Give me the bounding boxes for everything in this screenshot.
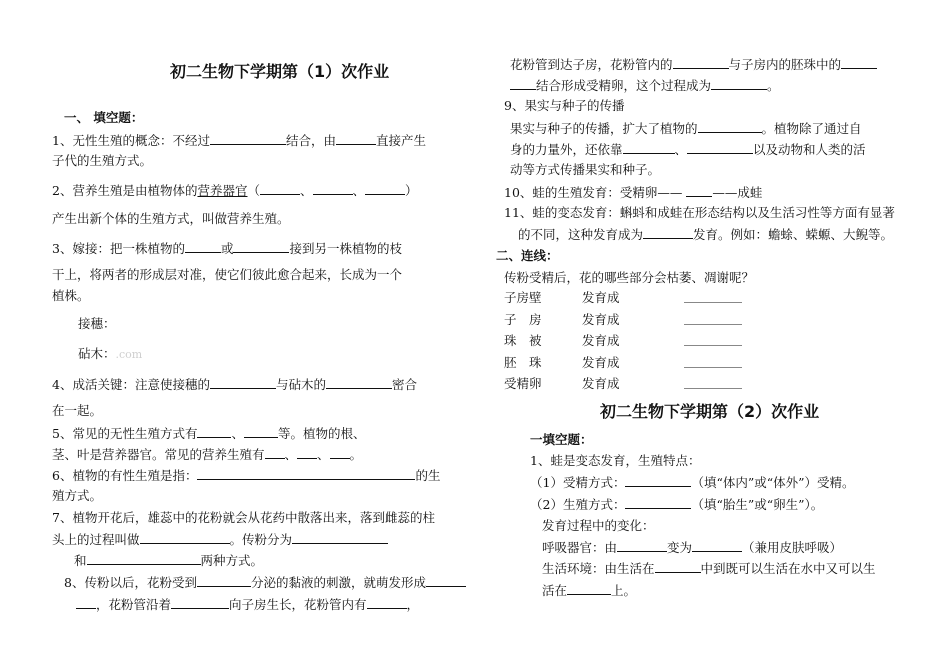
- section-fill-in: 一、 填空题：: [64, 110, 144, 125]
- question-1-line-1: 1、无性生殖的概念：不经过 结合，由 直接产生: [52, 133, 426, 148]
- match-left-item: 子房壁: [504, 290, 542, 305]
- match-left-item: 珠 被: [504, 333, 542, 348]
- question-9-line-1: 果实与种子的传播，扩大了植物的 。植物除了通过自: [510, 121, 862, 136]
- worksheet-2-title: 初二生物下学期第（2）次作业: [600, 402, 820, 421]
- question-4-line-1: 4、成活关键：注意使接穗的 与砧木的 密合: [52, 377, 417, 392]
- question-8-line-1: 8、传粉以后，花粉受到 分泌的黏液的刺激，就萌发形成: [64, 574, 466, 591]
- question-7-line-3: 和 两种方式。: [74, 553, 264, 568]
- match-develops-into: 发育成: [582, 290, 620, 305]
- match-develops-into: 发育成: [582, 376, 620, 391]
- scion-label: 接穗：: [78, 316, 116, 331]
- rootstock-label: 砧木：.com: [78, 346, 143, 361]
- matching-question: 传粉受精后，花的哪些部分会枯萎、凋谢呢？: [504, 270, 755, 285]
- development-changes: 发育过程中的变化：: [542, 518, 655, 533]
- question-3-line-3: 植株。: [52, 288, 90, 303]
- question-5-line-1: 5、常见的无性生殖方式有 、 等。植物的根、: [52, 426, 366, 441]
- match-left-item: 受精卵: [504, 376, 542, 391]
- question-8-continued-line-1: 花粉管到达子房，花粉管内的 与子房内的胚珠中的: [510, 56, 877, 73]
- question-9-heading: 9、果实与种子的传播: [504, 98, 625, 113]
- match-answer-blank[interactable]: [684, 290, 742, 307]
- question-11-line-1: 11、蛙的变态发育：蝌蚪和成蛙在形态结构以及生活习性等方面有显著: [504, 205, 895, 220]
- question-11-line-2: 的不同，这种发育成为 发育。例如：蟾蜍、蝾螈、大鲵等。: [518, 227, 894, 242]
- question-5-line-2: 茎、叶是营养器官。常见的营养生殖有 、 、 。: [52, 447, 363, 462]
- question-7-line-2: 头上的过程叫做 。传粉分为: [52, 531, 388, 548]
- question-7-line-1: 7、植物开花后，雄蕊中的花粉就会从花药中散落出来，落到雌蕊的柱: [52, 510, 435, 525]
- living-environment-line-2: 活在 上。: [542, 583, 637, 598]
- question-3-line-1: 3、嫁接：把一株植物的 或 接到另一株植物的枝: [52, 241, 402, 256]
- match-answer-blank[interactable]: [684, 312, 742, 329]
- respiratory-organ: 呼吸器官：由 变为 （兼用皮肤呼吸）: [542, 540, 843, 555]
- question-9-line-2: 身的力量外，还依靠 、 以及动物和人类的活: [510, 142, 866, 157]
- question-9-line-3: 动等方式传播果实和种子。: [510, 162, 661, 177]
- reproduction-method: （2）生殖方式： （填“胎生”或“卵生”）。: [530, 497, 824, 512]
- match-develops-into: 发育成: [582, 354, 620, 370]
- question-6-line-2: 殖方式。: [52, 488, 103, 503]
- question-2-line-1: 2、营养生殖是由植物体的营养器官（ 、 、 ）: [52, 183, 418, 198]
- match-answer-blank[interactable]: [684, 333, 742, 350]
- living-environment-line-1: 生活环境：由生活在 中到既可以生活在水中又可以生: [542, 561, 876, 576]
- match-develops-into: 发育成: [582, 333, 620, 348]
- frog-question-1: 1、蛙是变态发育，生殖特点：: [530, 453, 701, 468]
- worksheet-1-title: 初二生物下学期第（1）次作业: [170, 62, 390, 81]
- question-10: 10、蛙的生殖发育：受精卵—— ——成蛙: [504, 185, 763, 200]
- watermark: .com: [115, 348, 143, 361]
- question-8-continued-line-2: 结合形成受精卵，这个过程成为 。: [510, 77, 780, 94]
- match-answer-blank[interactable]: [684, 355, 742, 372]
- fertilization-method: （1）受精方式： （填“体内”或“体外”）受精。: [530, 475, 855, 490]
- question-3-line-2: 干上，将两者的形成层对准，使它们彼此愈合起来，长成为一个: [52, 267, 403, 282]
- question-6-line-1: 6、植物的有性生殖是指： 的生: [52, 468, 441, 483]
- match-answer-blank[interactable]: [684, 376, 742, 393]
- section-matching: 二、连线：: [496, 248, 559, 263]
- section-fill-in-2: 一填空题：: [530, 432, 593, 447]
- question-1-line-2: 子代的生殖方式。: [52, 153, 153, 168]
- match-left-item: 子 房: [504, 311, 542, 327]
- match-develops-into: 发育成: [582, 311, 620, 327]
- question-8-line-2: ，花粉管沿着 向子房生长，花粉管内有 ，: [76, 596, 419, 613]
- question-2-line-2: 产生出新个体的生殖方式，叫做营养生殖。: [52, 211, 290, 226]
- match-left-item: 胚 珠: [504, 354, 542, 370]
- question-4-line-2: 在一起。: [52, 403, 103, 418]
